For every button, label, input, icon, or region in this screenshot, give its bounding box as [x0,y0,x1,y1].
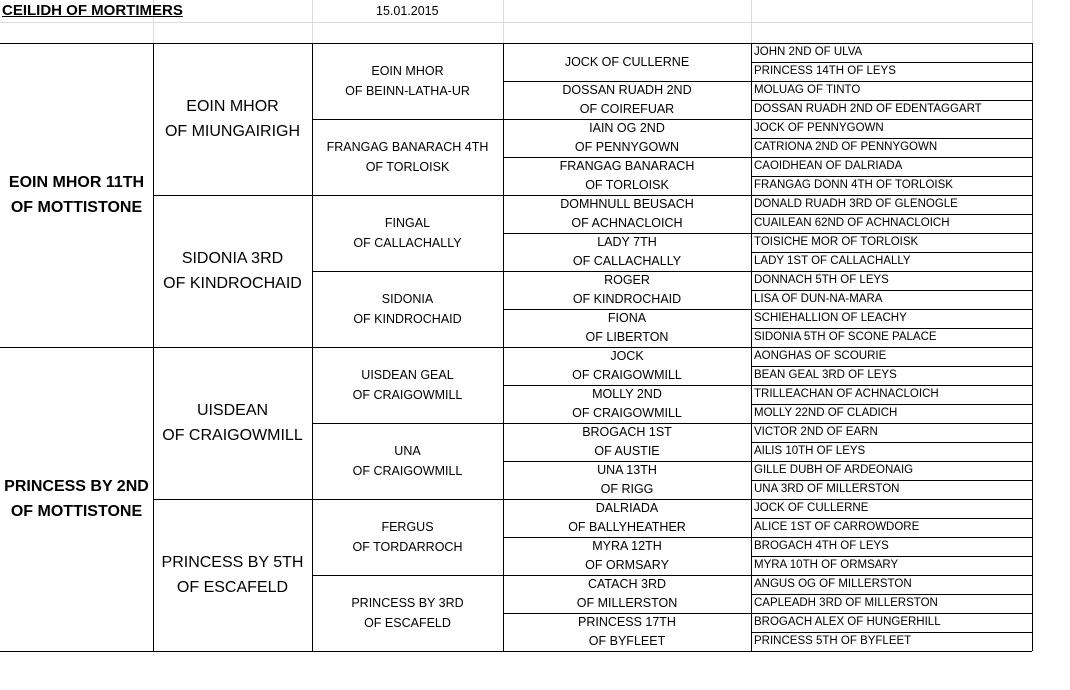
ancestor-cell-ggg-grandparent: CAOIDHEAN OF DALRIADA [754,160,903,172]
ancestor-name-line: FERGUS [381,520,434,534]
ancestor-cell-ggg-grandparent: CAPLEADH 3RD OF MILLERSTON [754,597,938,609]
ancestor-name-line: OF CALLACHALLY [572,254,682,268]
ancestor-name-line: OF CRAIGOWMILL [572,406,682,420]
ancestor-name-line: UISDEAN GEAL [361,368,454,382]
table-border [0,651,1032,652]
ancestor-name-line: OF CRAIGOWMILL [162,427,303,444]
ancestor-cell-gg-grandparent [504,310,750,346]
ancestor-name-line: PRINCESS BY 3RD [351,596,464,610]
date-cell: 15.01.2015 [376,4,439,18]
ancestor-name-line: OF MOTTISTONE [10,503,143,520]
ancestor-name-line: PRINCESS BY 5TH [161,554,304,571]
ancestor-cell-gg-grandparent [504,576,750,612]
ancestor-name-line: FIONA [607,311,647,325]
sheet-gridline [1032,0,1033,43]
ancestor-cell-ggg-grandparent: DOSSAN RUADH 2ND OF EDENTAGGART [754,103,982,115]
ancestor-name-line: OF BALLYHEATHER [568,520,686,534]
ancestor-cell-great-grandparent [313,44,502,118]
ancestor-name-line: UNA [394,444,421,458]
ancestor-cell-ggg-grandparent: GILLE DUBH OF ARDEONAIG [754,464,914,476]
ancestor-name-line: MYRA 12TH [592,539,662,553]
ancestor-cell-ggg-grandparent: ANGUS OG OF MILLERSTON [754,578,912,590]
ancestor-name-line: PRINCESS BY 2ND [4,478,149,495]
ancestor-cell-ggg-grandparent: LADY 1ST OF CALLACHALLY [754,255,911,267]
ancestor-cell-ggg-grandparent: SCHIEHALLION OF LEACHY [754,312,907,324]
ancestor-name-line: OF KINDROCHAID [353,312,462,326]
ancestor-cell-gg-grandparent [504,44,750,80]
ancestor-cell-sire-dam [1,348,152,650]
ancestor-name-line: OF RIGG [600,482,654,496]
ancestor-name-line: OF CALLACHALLY [353,236,462,250]
ancestor-cell-ggg-grandparent: LISA OF DUN-NA-MARA [754,293,883,305]
ancestor-name-line: CATACH 3RD [587,577,666,591]
ancestor-name-line: IAIN OG 2ND [589,121,665,135]
ancestor-cell-ggg-grandparent: CUAILEAN 62ND OF ACHNACLOICH [754,217,950,229]
ancestor-name-line: ROGER [604,273,650,287]
ancestor-name-line: OF CRAIGOWMILL [352,464,463,478]
ancestor-cell-gg-grandparent [504,614,750,650]
ancestor-cell-gg-grandparent [504,424,750,460]
ancestor-name-line: OF ESCAFELD [176,579,289,596]
column-border [1032,43,1033,651]
ancestor-cell-great-grandparent [313,576,502,650]
ancestor-cell-gg-grandparent [504,120,750,156]
ancestor-cell-great-grandparent [313,196,502,270]
ancestor-name-line: FRANGAG BANARACH 4TH [326,140,489,154]
ancestor-name-line: OF KINDROCHAID [163,275,302,292]
ancestor-name-line: OF MIUNGAIRIGH [164,123,301,140]
ancestor-cell-ggg-grandparent: ALICE 1ST OF CARROWDORE [754,521,920,533]
ancestor-cell-ggg-grandparent: UNA 3RD OF MILLERSTON [754,483,900,495]
ancestor-name-line: OF TORLOISK [585,178,669,192]
ancestor-name-line: OF PENNYGOWN [574,140,680,154]
ancestor-name-line: OF KINDROCHAID [572,292,682,306]
ancestor-name-line: UISDEAN [196,402,269,419]
ancestor-cell-ggg-grandparent: BEAN GEAL 3RD OF LEYS [754,369,897,381]
ancestor-name-line: OF TORLOISK [365,160,450,174]
ancestor-name-line: SIDONIA [381,292,434,306]
ancestor-name-line: DALRIADA [595,501,659,515]
ancestor-cell-ggg-grandparent: BROGACH 4TH OF LEYS [754,540,889,552]
ancestor-cell-ggg-grandparent: MOLLY 22ND OF CLADICH [754,407,898,419]
ancestor-name-line: OF TORDARROCH [352,540,463,554]
ancestor-cell-grandparent [154,196,311,346]
ancestor-cell-gg-grandparent [504,500,750,536]
ancestor-cell-grandparent [154,44,311,194]
ancestor-name-line: OF BYFLEET [588,634,666,648]
ancestor-cell-ggg-grandparent: AONGHAS OF SCOURIE [754,350,887,362]
ancestor-cell-ggg-grandparent: AILIS 10TH OF LEYS [754,445,866,457]
ancestor-cell-ggg-grandparent: VICTOR 2ND OF EARN [754,426,878,438]
ancestor-cell-ggg-grandparent: DONNACH 5TH OF LEYS [754,274,889,286]
ancestor-cell-great-grandparent [313,348,502,422]
ancestor-name-line: DOSSAN RUADH 2ND [562,83,692,97]
ancestor-cell-great-grandparent [313,500,502,574]
ancestor-cell-ggg-grandparent: CATRIONA 2ND OF PENNYGOWN [754,141,938,153]
ancestor-cell-grandparent [154,500,311,650]
ancestor-name-line: OF COIREFUAR [579,102,675,116]
ancestor-cell-gg-grandparent [504,538,750,574]
ancestor-name-line: OF CRAIGOWMILL [352,388,463,402]
ancestor-name-line: LADY 7TH [597,235,657,249]
ancestor-name-line: MOLLY 2ND [592,387,662,401]
ancestor-name-line: EOIN MHOR [186,98,279,115]
ancestor-name-line: UNA 13TH [597,463,657,477]
ancestor-cell-sire-dam [1,44,152,346]
ancestor-cell-gg-grandparent [504,234,750,270]
ancestor-name-line: FRANGAG BANARACH [559,159,695,173]
ancestor-name-line: OF MOTTISTONE [10,199,143,216]
ancestor-name-line: BROGACH 1ST [582,425,672,439]
ancestor-cell-ggg-grandparent: BROGACH ALEX OF HUNGERHILL [754,616,941,628]
sheet-gridline [0,22,1032,23]
ancestor-cell-great-grandparent [313,272,502,346]
ancestor-cell-gg-grandparent [504,462,750,498]
ancestor-cell-ggg-grandparent: JOCK OF CULLERNE [754,502,869,514]
ancestor-name-line: DOMHNULL BEUSACH [560,197,694,211]
ancestor-cell-gg-grandparent [504,158,750,194]
ancestor-name-line: EOIN MHOR 11TH [8,174,145,191]
ancestor-name-line: OF ACHNACLOICH [571,216,683,230]
ancestor-cell-ggg-grandparent: MOLUAG OF TINTO [754,84,861,96]
ancestor-cell-ggg-grandparent: SIDONIA 5TH OF SCONE PALACE [754,331,937,343]
ancestor-name-line: OF AUSTIE [594,444,660,458]
ancestor-cell-grandparent [154,348,311,498]
ancestor-cell-ggg-grandparent: TOISICHE MOR OF TORLOISK [754,236,919,248]
ancestor-name-line: JOCK OF CULLERNE [564,54,690,69]
page-title: CEILIDH OF MORTIMERS [2,2,183,19]
ancestor-cell-great-grandparent [313,424,502,498]
ancestor-name-line: OF ESCAFELD [364,616,451,630]
ancestor-name-line: OF LIBERTON [585,330,669,344]
ancestor-name-line: EOIN MHOR [371,64,444,78]
ancestor-name-line: OF CRAIGOWMILL [572,368,682,382]
ancestor-name-line: JOCK [610,349,644,363]
ancestor-cell-ggg-grandparent: TRILLEACHAN OF ACHNACLOICH [754,388,939,400]
ancestor-cell-gg-grandparent [504,272,750,308]
ancestor-cell-ggg-grandparent: JOCK OF PENNYGOWN [754,122,884,134]
ancestor-cell-gg-grandparent [504,348,750,384]
ancestor-cell-ggg-grandparent: JOHN 2ND OF ULVA [754,46,863,58]
ancestor-name-line: PRINCESS 17TH [578,615,676,629]
ancestor-name-line: OF BEINN-LATHA-UR [345,84,470,98]
ancestor-name-line: OF ORMSARY [585,558,669,572]
ancestor-name-line: SIDONIA 3RD [181,250,284,267]
ancestor-cell-ggg-grandparent: DONALD RUADH 3RD OF GLENOGLE [754,198,958,210]
ancestor-cell-ggg-grandparent: FRANGAG DONN 4TH OF TORLOISK [754,179,953,191]
ancestor-name-line: FINGAL [384,216,431,230]
ancestor-cell-ggg-grandparent: PRINCESS 14TH OF LEYS [754,65,896,77]
ancestor-cell-ggg-grandparent: PRINCESS 5TH OF BYFLEET [754,635,912,647]
ancestor-cell-gg-grandparent [504,82,750,118]
ancestor-cell-gg-grandparent [504,196,750,232]
ancestor-cell-gg-grandparent [504,386,750,422]
ancestor-name-line: OF MILLERSTON [576,596,678,610]
ancestor-cell-great-grandparent [313,120,502,194]
ancestor-cell-ggg-grandparent: MYRA 10TH OF ORMSARY [754,559,899,571]
